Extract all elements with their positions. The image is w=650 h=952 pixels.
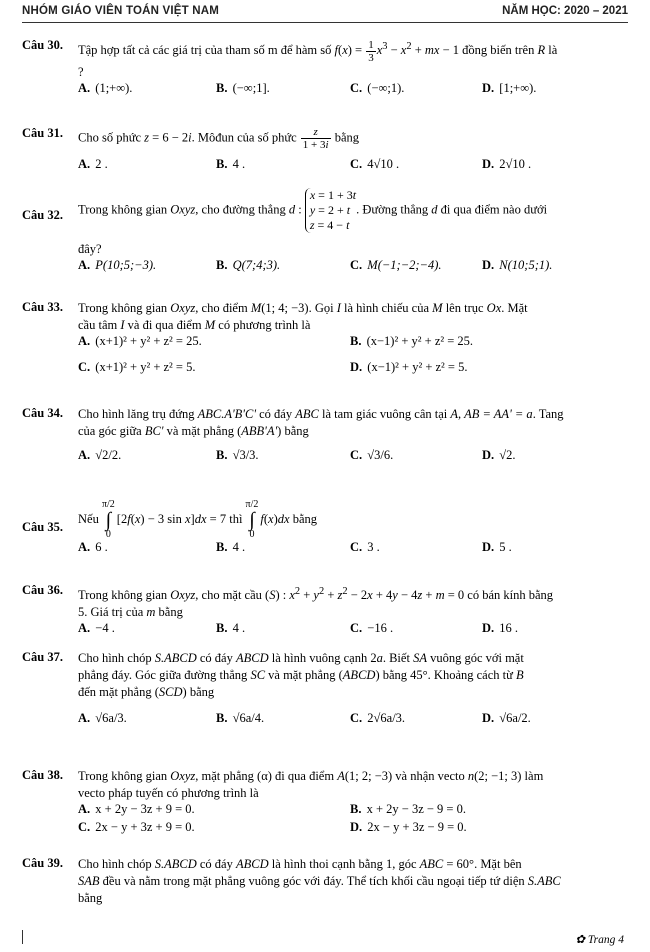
answer-options [78,820,628,838]
footer-marker [22,930,23,944]
answer-options [78,334,628,352]
question-30 [22,38,628,99]
question-32 [22,188,628,276]
question-number: Câu 36. [22,583,63,597]
question-text: Cho hình chóp S.ABCD có đáy ABCD là hình vuông cạnh 2a. Biết SA vuông góc với mặt phẳng đáy. Góc giữa đường thẳng SC và mặt phẳng (ABCD) bằng 45°. Khoảng cách từ B đến mặt phẳng (SCD) bằng [78,651,524,699]
question-39 [22,856,628,907]
option-c[interactable]: C. 4√10 . [350,157,400,171]
answer-options [78,802,628,820]
option-b[interactable]: B. 4 . [216,157,246,171]
option-a[interactable]: A. 2 . [78,157,108,171]
option-a[interactable]: A. 6 . [78,540,108,554]
question-number: Câu 39. [22,856,63,870]
option-d[interactable]: D. √6a/2. [482,711,531,725]
option-a[interactable]: A. √2/2. [78,448,122,462]
option-b[interactable]: B. 4 . [216,540,246,554]
clover-icon: ✿ [575,934,585,946]
option-d[interactable]: D. (x−1)² + y² + z² = 5. [350,360,468,374]
answer-options [78,711,628,741]
option-c[interactable]: C. √3/6. [350,448,394,462]
question-text: Trong không gian Oxyz, cho đường thẳng d : x = 1 + 3t y = 2 + t z = 4 − t. Đường thẳng d đi qua điểm nào dưới đây? [78,188,548,256]
question-text: Trong không gian Oxyz, cho mặt cầu (S) : $x^2 + y^2 + z^2 - 2x + 4y - 4z + m = 0$ có bán kính bằng 5. Giá trị của m bằng [78,586,554,620]
question-text: Tập hợp tất cả các giá trị của tham số m để hàm số f(x) = $\frac{1}{3}$ $x^3 - x^2$ + mx − 1 đồng biến trên R là ? [78,38,558,79]
question-number: Câu 37. [22,650,63,664]
option-c[interactable]: C. 3 . [350,540,380,554]
question-text: Cho số phức z = 6 − 2i. Môđun của số phức $\frac{z}{1 + 3i}$ bằng [78,126,359,151]
question-text: Cho hình chóp S.ABCD có đáy ABCD là hình thoi cạnh bằng 1, góc ABC = 60°. Mặt bên SAB đều và nằm trong mặt phẳng vuông góc với đáy. Thể tích khối cầu ngoại tiếp tứ diện S.ABC bằng [78,857,561,905]
answer-options [78,81,628,99]
question-33 [22,300,628,378]
page-header [22,5,628,21]
question-34 [22,406,628,474]
option-b[interactable]: B. (x−1)² + y² + z² = 25. [350,334,474,348]
question-number: Câu 34. [22,406,63,420]
option-a[interactable]: A. (x+1)² + y² + z² = 25. [78,334,202,348]
question-35 [22,500,628,558]
option-d[interactable]: D. 2√10 . [482,157,532,171]
option-c[interactable]: C. −16 . [350,621,394,636]
question-31 [22,126,628,175]
option-b[interactable]: B. Q(7;4;3). [216,258,281,272]
question-text: Cho hình lăng trụ đứng ABC.A'B'C' có đáy ABC là tam giác vuông cân tại A, AB = AA' = a. Tang của góc giữa BC' và mặt phẳng (ABB'A') bằng [78,407,564,438]
option-c[interactable]: C. 2x − y + 3z + 9 = 0. [78,820,195,834]
option-b[interactable]: B. (−∞;1]. [216,80,270,95]
question-text: Trong không gian Oxyz, cho điểm M(1; 4; −3). Gọi I là hình chiếu của M lên trục Ox. Mặt cầu tâm I và đi qua điểm M có phương trình là [78,301,528,332]
option-a[interactable]: A. (1;+∞). [78,80,133,95]
option-d[interactable]: D. N(10;5;1). [482,258,553,272]
question-text: Trong không gian Oxyz, mặt phẳng (α) đi qua điểm A(1; 2; −3) và nhận vecto n(2; −1; 3) làm vecto pháp tuyến có phương trình là [78,769,544,800]
question-number: Câu 32. [22,208,63,222]
option-a[interactable]: A. x + 2y − 3z + 9 = 0. [78,802,195,816]
question-38 [22,768,628,838]
option-b[interactable]: B. √6a/4. [216,711,265,725]
option-a[interactable]: A. −4 . [78,621,115,636]
question-number: Câu 31. [22,126,63,140]
answer-options [78,540,628,558]
option-a[interactable]: A. √6a/3. [78,711,127,725]
option-b[interactable]: B. √3/3. [216,448,259,462]
question-number: Câu 38. [22,768,63,782]
option-c[interactable]: C. (−∞;1). [350,80,405,95]
answer-options [78,360,628,378]
answer-options [78,258,628,276]
option-c[interactable]: C. (x+1)² + y² + z² = 5. [78,360,196,374]
option-d[interactable]: D. 2x − y + 3z − 9 = 0. [350,820,467,834]
option-b[interactable]: B. x + 2y − 3z − 9 = 0. [350,802,466,816]
question-text: Nếu π/2 ∫ 0[2f(x) − 3 sin x]dx = 7 thì π/2 ∫ 0f(x)dx bằng [78,499,318,540]
header-group-name: NHÓM GIÁO VIÊN TOÁN VIỆT NAM [22,5,220,17]
option-b[interactable]: B. 4 . [216,621,246,636]
option-d[interactable]: D. 5 . [482,540,512,554]
option-d[interactable]: D. 16 . [482,621,519,636]
page-number: ✿ Trang 4 [575,934,624,946]
answer-options [78,448,628,474]
option-d[interactable]: D. [1;+∞). [482,80,537,95]
option-d[interactable]: D. √2. [482,448,516,462]
question-37 [22,650,628,741]
header-divider [22,22,628,23]
answer-options [78,157,628,175]
header-school-year: NĂM HỌC: 2020 – 2021 [502,5,628,17]
answer-options [78,621,628,639]
option-c[interactable]: C. 2√6a/3. [350,711,406,725]
question-number: Câu 35. [22,520,63,534]
question-number: Câu 33. [22,300,63,314]
option-c[interactable]: C. M(−1;−2;−4). [350,258,442,272]
question-number: Câu 30. [22,38,63,52]
option-a[interactable]: A. P(10;5;−3). [78,258,157,272]
question-36 [22,583,628,639]
